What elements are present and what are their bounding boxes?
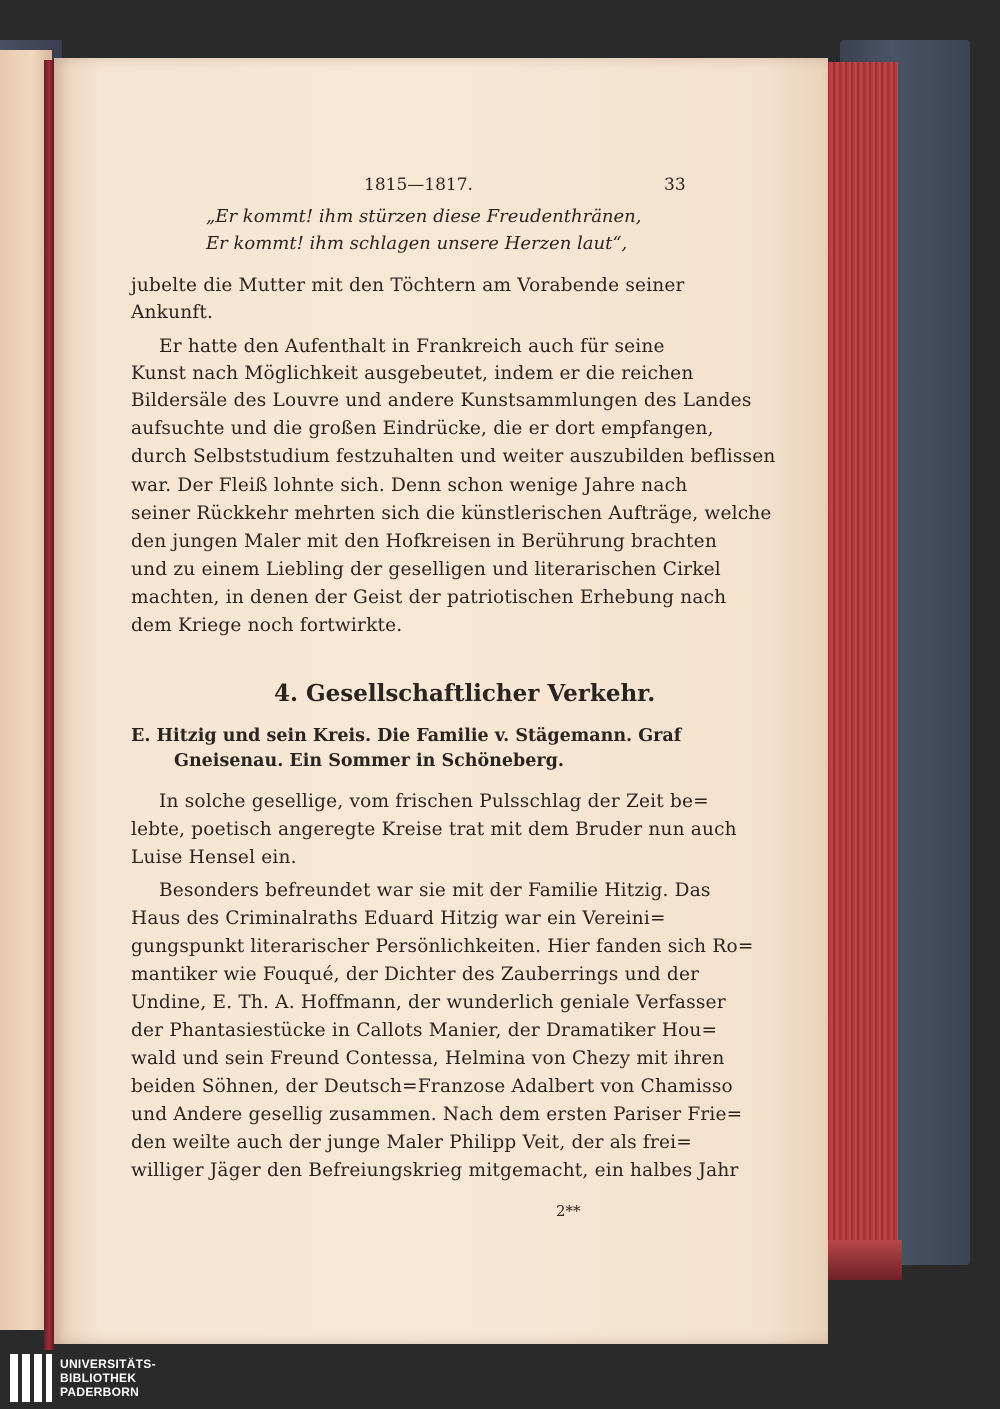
- signature-mark: 2**: [556, 1202, 581, 1220]
- text-line: gungspunkt literarischer Persönlichkeiten. Hier fanden sich Ro=: [131, 936, 754, 957]
- page-number: 33: [664, 175, 686, 195]
- book-page: [54, 58, 828, 1344]
- text-line: lebte, poetisch angeregte Kreise trat mit dem Bruder nun auch: [131, 819, 737, 840]
- text-line: durch Selbststudium festzuhalten und weiter auszubilden beflissen: [131, 446, 776, 467]
- text-line: und zu einem Liebling der geselligen und literarischen Cirkel: [131, 559, 721, 580]
- text-line: Er hatte den Aufenthalt in Frankreich auch für seine: [159, 336, 665, 357]
- text-line: war. Der Fleiß lohnte sich. Denn schon wenige Jahre nach: [131, 475, 688, 496]
- text-line: Undine, E. Th. A. Hoffmann, der wunderlich geniale Verfasser: [131, 992, 726, 1013]
- text-line: Besonders befreundet war sie mit der Familie Hitzig. Das: [159, 880, 711, 901]
- text-line: williger Jäger den Befreiungskrieg mitgemacht, ein halbes Jahr: [131, 1160, 739, 1181]
- text-line: wald und sein Freund Contessa, Helmina von Chezy mit ihren: [131, 1048, 725, 1069]
- running-header: 1815—1817.: [364, 175, 473, 195]
- text-line: Ankunft.: [131, 302, 214, 323]
- text-line: dem Kriege noch fortwirkte.: [131, 615, 403, 636]
- text-line: Haus des Criminalraths Eduard Hitzig war ein Vereini=: [131, 908, 666, 929]
- text-line: machten, in denen der Geist der patriotischen Erhebung nach: [131, 587, 727, 608]
- text-line: und Andere gesellig zusammen. Nach dem ersten Pariser Frie=: [131, 1104, 743, 1125]
- logo-text-line: BIBLIOTHEK: [60, 1371, 137, 1385]
- verse-line: „Er kommt! ihm stürzen diese Freudenthränen,: [206, 206, 642, 227]
- section-heading: 4. Gesellschaftlicher Verkehr.: [274, 680, 656, 707]
- text-line: der Phantasiestücke in Callots Manier, der Dramatiker Hou=: [131, 1020, 718, 1041]
- text-line: seiner Rückkehr mehrten sich die künstlerischen Aufträge, welche: [131, 503, 772, 524]
- text-line: den jungen Maler mit den Hofkreisen in Berührung brachten: [131, 531, 717, 552]
- book-spine: [44, 60, 54, 1350]
- text-line: Luise Hensel ein.: [131, 847, 297, 868]
- text-line: den weilte auch der junge Maler Philipp Veit, der als frei=: [131, 1132, 692, 1153]
- logo-text-line: PADERBORN: [60, 1385, 140, 1399]
- text-line: jubelte die Mutter mit den Töchtern am Vorabende seiner: [131, 275, 685, 296]
- text-line: Kunst nach Möglichkeit ausgebeutet, indem er die reichen: [131, 363, 694, 384]
- section-subtitle: E. Hitzig und sein Kreis. Die Familie v. Stägemann. Graf: [131, 726, 682, 746]
- text-line: mantiker wie Fouqué, der Dichter des Zauberrings und der: [131, 964, 700, 985]
- logo-text-line: UNIVERSITÄTS-: [60, 1357, 156, 1371]
- text-line: Bildersäle des Louvre und andere Kunstsammlungen des Landes: [131, 390, 752, 411]
- text-line: aufsuchte und die großen Eindrücke, die er dort empfangen,: [131, 418, 714, 439]
- section-subtitle: Gneisenau. Ein Sommer in Schöneberg.: [174, 751, 564, 771]
- text-line: In solche gesellige, vom frischen Pulsschlag der Zeit be=: [159, 791, 709, 812]
- page-edges: [818, 62, 898, 1252]
- verse-line: Er kommt! ihm schlagen unsere Herzen laut“,: [206, 233, 628, 254]
- library-logo-icon: [8, 1352, 54, 1404]
- text-line: beiden Söhnen, der Deutsch=Franzose Adalbert von Chamisso: [131, 1076, 733, 1097]
